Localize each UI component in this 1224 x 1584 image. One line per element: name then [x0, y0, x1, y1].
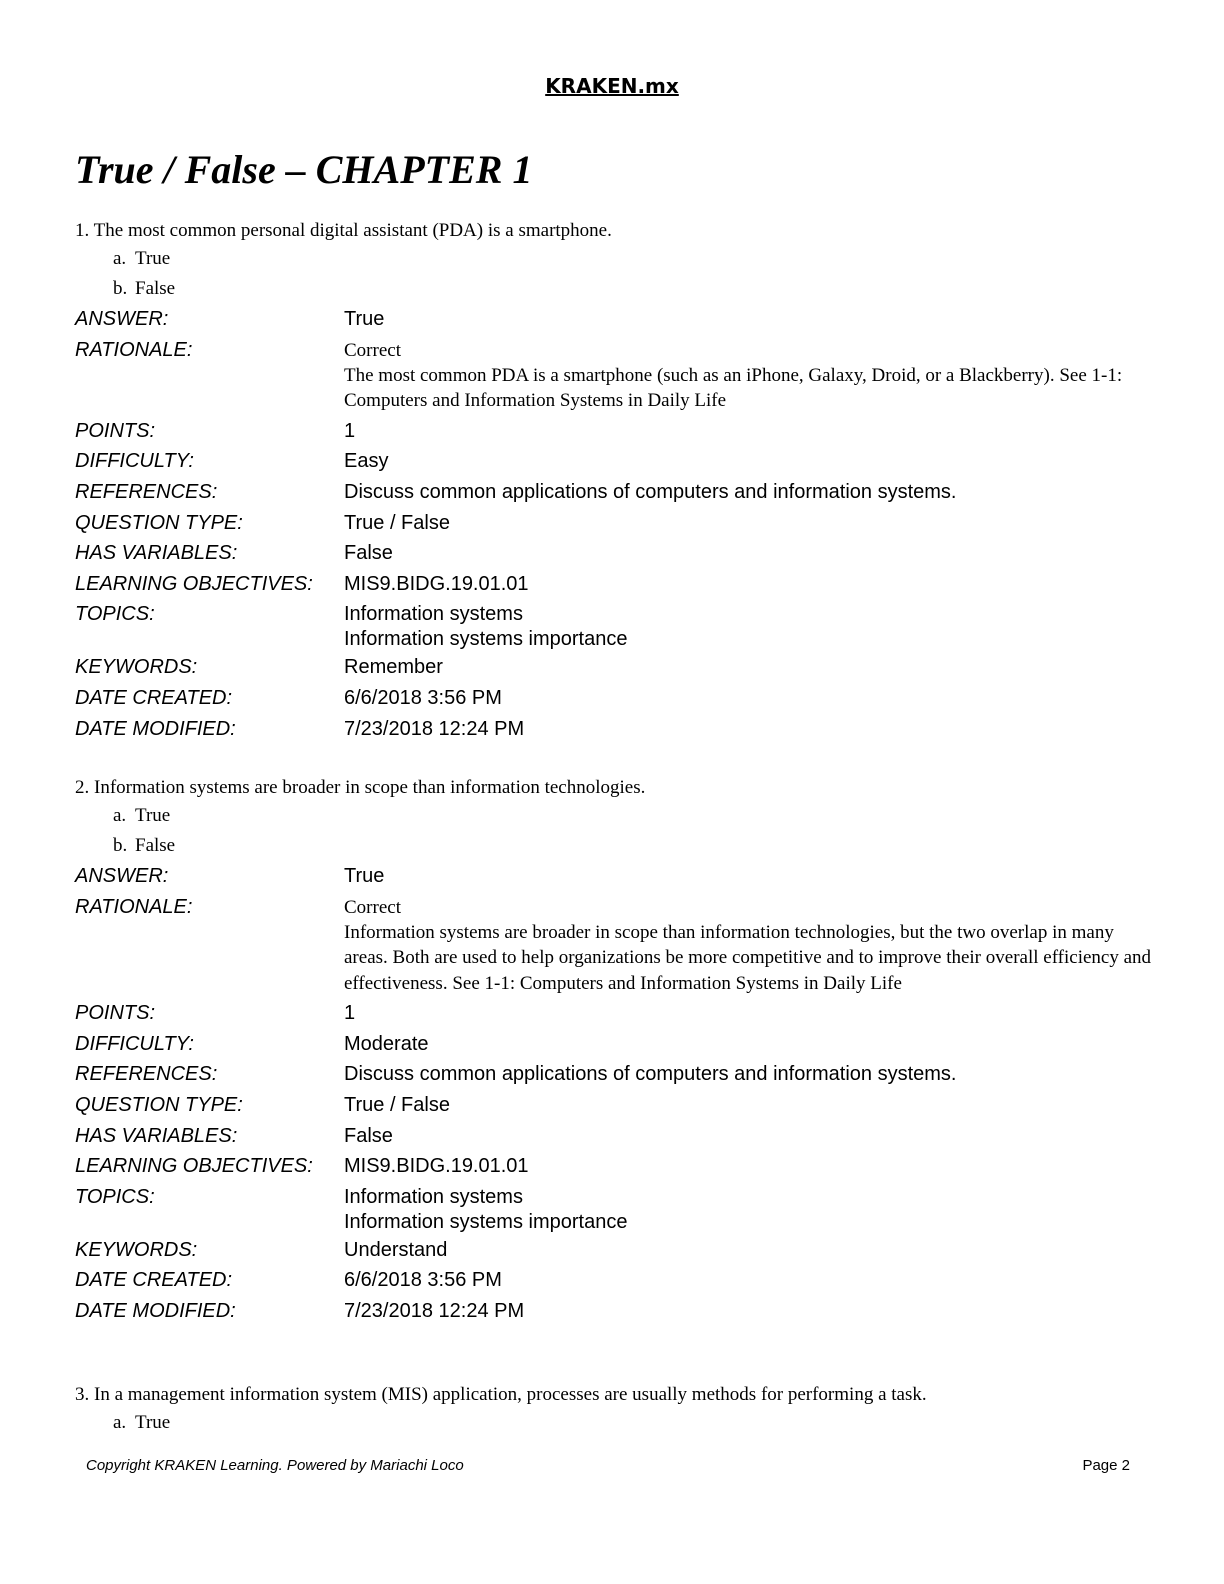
- option-a: [75, 1408, 1155, 1438]
- difficulty-row: [75, 446, 1155, 477]
- document-header: KRAKEN.mx: [545, 74, 679, 98]
- learning-objectives-value: MIS9.BIDG.19.01.01: [344, 1155, 529, 1178]
- date-modified-label: DATE MODIFIED:: [75, 1299, 236, 1322]
- option-letter: b.: [113, 835, 128, 856]
- question-3: [75, 1382, 1155, 1438]
- date-created-row: [75, 683, 1155, 714]
- answer-value: True: [344, 308, 385, 330]
- points-label: POINTS:: [75, 1002, 156, 1025]
- date-modified-value: 7/23/2018 12:24 PM: [344, 717, 525, 740]
- topics-label: TOPICS:: [75, 1185, 155, 1208]
- points-row: [75, 998, 1155, 1029]
- difficulty-row: [75, 1029, 1155, 1060]
- question-type-label: QUESTION TYPE:: [75, 511, 243, 534]
- topics-value: [344, 599, 1155, 652]
- question-2: [75, 775, 1155, 1327]
- topic-item: Information systems: [344, 1185, 523, 1208]
- date-created-label: DATE CREATED:: [75, 686, 233, 709]
- date-created-value: 6/6/2018 3:56 PM: [344, 1269, 502, 1292]
- option-a: [75, 244, 1155, 274]
- topic-item: Information systems: [344, 603, 523, 626]
- option-text: True: [135, 248, 171, 269]
- rationale-row: [75, 335, 1155, 416]
- option-letter: a.: [113, 248, 127, 269]
- learning-objectives-label: LEARNING OBJECTIVES:: [75, 572, 313, 595]
- option-b: [75, 274, 1155, 304]
- has-variables-label: HAS VARIABLES:: [75, 542, 238, 565]
- rationale-status: Correct: [344, 896, 401, 918]
- keywords-value: Understand: [344, 1238, 448, 1261]
- question-type-value: True / False: [344, 511, 450, 534]
- question-type-label: QUESTION TYPE:: [75, 1094, 243, 1116]
- difficulty-value: Moderate: [344, 1032, 429, 1055]
- rationale-label: RATIONALE:: [75, 895, 193, 918]
- answer-label: ANSWER:: [75, 865, 169, 887]
- option-text: True: [135, 1412, 171, 1433]
- references-value: Discuss common applications of computers and information systems.: [344, 1063, 957, 1086]
- references-value: Discuss common applications of computers and information systems.: [344, 481, 957, 503]
- topic-item: Information systems importance: [344, 628, 628, 651]
- points-row: [75, 416, 1155, 447]
- rationale-text: Information systems are broader in scope than information technologies, but the two overlap in many areas. Both are used to help organizations be more competitive and to improve their overall efficiency and effectiveness. See 1-1: Computers and Information Systems in Daily Life: [344, 922, 1152, 994]
- option-letter: a.: [113, 1412, 127, 1433]
- keywords-row: [75, 652, 1155, 683]
- difficulty-label: DIFFICULTY:: [75, 450, 194, 473]
- date-modified-row: [75, 1296, 1155, 1327]
- option-text: False: [135, 278, 176, 299]
- answer-row: [75, 304, 1155, 335]
- learning-objectives-value: MIS9.BIDG.19.01.01: [344, 572, 529, 595]
- points-value: 1: [344, 1002, 356, 1025]
- rationale-label: RATIONALE:: [75, 338, 193, 361]
- option-text: False: [135, 835, 176, 856]
- difficulty-value: Easy: [344, 450, 389, 473]
- option-b: [75, 831, 1155, 861]
- keywords-row: [75, 1235, 1155, 1266]
- date-created-label: DATE CREATED:: [75, 1269, 233, 1292]
- date-modified-row: [75, 714, 1155, 745]
- references-row: [75, 477, 1155, 508]
- topic-item: Information systems importance: [344, 1210, 628, 1233]
- references-label: REFERENCES:: [75, 1063, 218, 1086]
- topics-value: [344, 1182, 1155, 1235]
- topics-row: [75, 1182, 1155, 1235]
- date-modified-label: DATE MODIFIED:: [75, 717, 236, 740]
- question-type-row: [75, 1090, 1155, 1121]
- points-value: 1: [344, 419, 356, 442]
- copyright-text: Copyright KRAKEN Learning. Powered by Mariachi Loco: [86, 1457, 464, 1474]
- date-created-value: 6/6/2018 3:56 PM: [344, 686, 502, 709]
- topics-row: [75, 599, 1155, 652]
- page-footer: [86, 1457, 1130, 1474]
- question-text: 2. Information systems are broader in scope than information technologies.: [75, 777, 646, 798]
- option-letter: b.: [113, 278, 128, 299]
- question-type-value: True / False: [344, 1094, 450, 1116]
- has-variables-value: False: [344, 542, 393, 565]
- page-number: Page 2: [1082, 1457, 1130, 1474]
- points-label: POINTS:: [75, 419, 156, 442]
- references-label: REFERENCES:: [75, 481, 218, 503]
- rationale-status: Correct: [344, 339, 401, 361]
- keywords-value: Remember: [344, 656, 443, 679]
- question-1: [75, 218, 1155, 744]
- difficulty-label: DIFFICULTY:: [75, 1032, 194, 1055]
- rationale-text: The most common PDA is a smartphone (such as an iPhone, Galaxy, Droid, or a Blackberry). See 1-1: Computers and Information Systems in Daily Life: [344, 365, 1123, 412]
- learning-objectives-row: [75, 569, 1155, 600]
- rationale-row: [75, 892, 1155, 999]
- option-letter: a.: [113, 805, 127, 826]
- answer-value: True: [344, 865, 385, 887]
- date-created-row: [75, 1265, 1155, 1296]
- learning-objectives-row: [75, 1151, 1155, 1182]
- has-variables-label: HAS VARIABLES:: [75, 1124, 238, 1147]
- keywords-label: KEYWORDS:: [75, 1238, 198, 1261]
- topics-label: TOPICS:: [75, 603, 155, 626]
- option-a: [75, 801, 1155, 831]
- rationale-value: [344, 892, 1155, 999]
- question-text: 1. The most common personal digital assistant (PDA) is a smartphone.: [75, 220, 612, 241]
- question-type-row: [75, 508, 1155, 539]
- has-variables-row: [75, 538, 1155, 569]
- rationale-value: [344, 335, 1155, 416]
- chapter-title: True / False – CHAPTER 1: [75, 147, 533, 192]
- has-variables-value: False: [344, 1124, 393, 1147]
- keywords-label: KEYWORDS:: [75, 656, 198, 679]
- references-row: [75, 1059, 1155, 1090]
- option-text: True: [135, 805, 171, 826]
- date-modified-value: 7/23/2018 12:24 PM: [344, 1299, 525, 1322]
- answer-label: ANSWER:: [75, 308, 169, 330]
- learning-objectives-label: LEARNING OBJECTIVES:: [75, 1155, 313, 1178]
- answer-row: [75, 861, 1155, 892]
- has-variables-row: [75, 1121, 1155, 1152]
- question-text: 3. In a management information system (MIS) application, processes are usually methods for performing a task.: [75, 1384, 927, 1405]
